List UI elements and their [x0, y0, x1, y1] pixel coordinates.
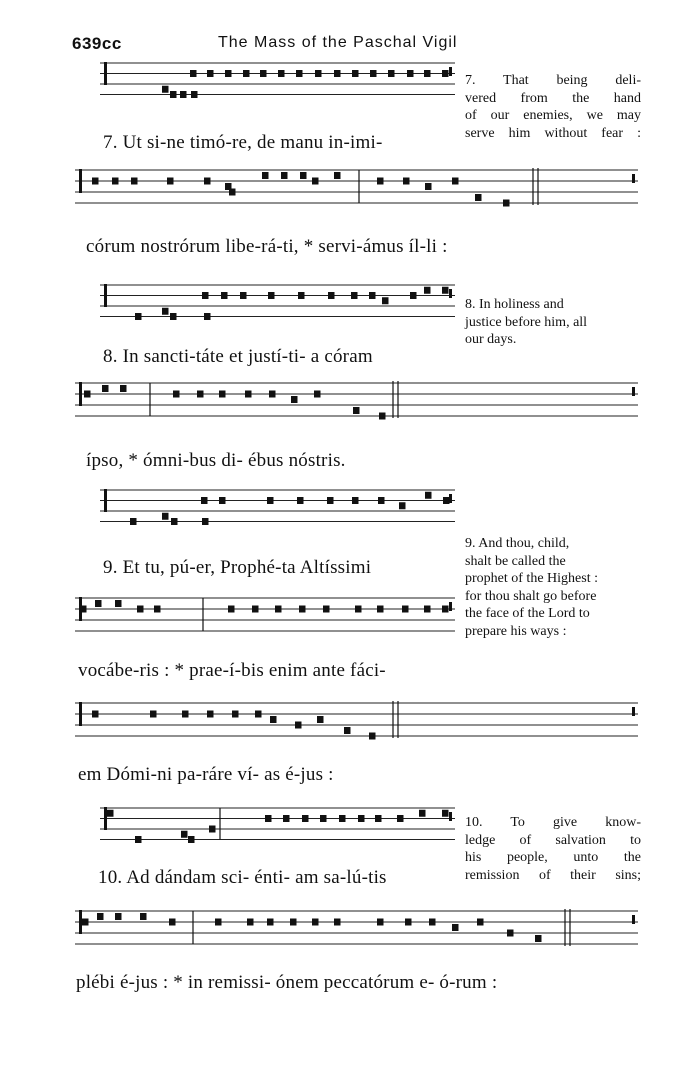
neume-note — [403, 178, 410, 185]
clef-mark — [79, 382, 82, 406]
neume-note — [358, 815, 365, 822]
neume-note — [296, 70, 303, 77]
custos-mark — [632, 174, 635, 183]
neume-note — [207, 70, 214, 77]
neume-note — [312, 178, 319, 185]
translation-line: vered from the hand — [465, 90, 641, 106]
neume-note — [95, 600, 102, 607]
neume-note — [298, 292, 305, 299]
neume-note — [334, 172, 341, 179]
clef-mark — [104, 807, 107, 830]
neume-note — [442, 606, 449, 613]
translation-line: shalt be called the — [465, 553, 566, 569]
neume-note — [269, 391, 276, 398]
neume-note — [221, 292, 228, 299]
neume-note — [410, 292, 417, 299]
neume-note — [405, 919, 412, 926]
neume-note — [477, 919, 484, 926]
neume-note — [197, 391, 204, 398]
neume-note — [232, 711, 239, 718]
neume-note — [388, 70, 395, 77]
neume-note — [162, 86, 169, 93]
neume-note — [424, 606, 431, 613]
translation-line: 10. To give know- — [465, 815, 641, 830]
neume-note — [302, 815, 309, 822]
neume-note — [291, 396, 298, 403]
neume-note — [399, 502, 406, 509]
neume-note — [171, 518, 178, 525]
neume-note — [355, 606, 362, 613]
neume-note — [275, 606, 282, 613]
custos-mark — [449, 289, 452, 298]
translation-line: his people, unto the — [465, 850, 641, 865]
neume-note — [419, 810, 426, 817]
clef-mark — [104, 62, 107, 85]
neume-note — [382, 297, 389, 304]
translation-line: the face of the Lord to — [465, 606, 590, 621]
neume-note — [154, 606, 161, 613]
neume-note — [247, 919, 254, 926]
neume-note — [262, 172, 269, 179]
neume-note — [377, 606, 384, 613]
clef-mark — [104, 489, 107, 512]
neume-note — [267, 919, 274, 926]
clef-mark — [79, 910, 82, 934]
neume-note — [281, 172, 288, 179]
neume-note — [225, 70, 232, 77]
neume-note — [167, 178, 174, 185]
neume-note — [150, 711, 157, 718]
neume-note — [295, 722, 302, 729]
neume-note — [252, 606, 259, 613]
page-number: 639cc — [72, 34, 122, 53]
neume-note — [442, 810, 449, 817]
verse-8-lyric-line-2: ípso, * ómni-bus di- ébus nóstris. — [86, 450, 346, 471]
verse-10-lyric-line-1: 10. Ad dándam sci- énti- am sa-lú-tis — [98, 867, 387, 888]
neume-note — [181, 831, 188, 838]
neume-note — [425, 183, 432, 190]
translation-line: prophet of the Highest : — [465, 571, 598, 586]
neume-note — [315, 70, 322, 77]
neume-note — [323, 606, 330, 613]
neume-note — [507, 930, 514, 937]
neume-note — [191, 91, 198, 98]
neume-note — [475, 194, 482, 201]
neume-note — [270, 716, 277, 723]
neume-note — [162, 308, 169, 315]
neume-note — [240, 292, 247, 299]
neume-note — [352, 70, 359, 77]
neume-note — [503, 200, 510, 207]
neume-note — [173, 391, 180, 398]
neume-note — [209, 826, 216, 833]
neume-note — [369, 733, 376, 740]
neume-note — [97, 913, 104, 920]
neume-note — [352, 497, 359, 504]
neume-note — [351, 292, 358, 299]
neume-note — [317, 716, 324, 723]
neume-note — [344, 727, 351, 734]
neume-note — [327, 497, 334, 504]
neume-note — [135, 313, 142, 320]
translation-line: ledge of salvation to — [465, 832, 641, 848]
verse-10-translation — [465, 814, 641, 884]
neume-note — [135, 836, 142, 843]
neume-note — [228, 606, 235, 613]
neume-note — [397, 815, 404, 822]
neume-note — [425, 492, 432, 499]
custos-mark — [632, 915, 635, 924]
verse-9-lyric-line-3: em Dómi-ni pa-ráre ví- as é-jus : — [78, 764, 334, 785]
neume-note — [369, 292, 376, 299]
translation-line: 9. And thou, child, — [465, 536, 570, 551]
translation-line: of our enemies, we may — [465, 108, 641, 123]
neume-note — [170, 91, 177, 98]
neume-note — [265, 815, 272, 822]
neume-note — [297, 497, 304, 504]
neume-note — [290, 919, 297, 926]
neume-note — [115, 600, 122, 607]
verse-9-translation — [465, 535, 641, 640]
neume-note — [201, 497, 208, 504]
neume-note — [131, 178, 138, 185]
neume-note — [170, 313, 177, 320]
neume-note — [169, 919, 176, 926]
verse-10-lyric-line-2: plébi é-jus : * in remissi- ónem peccatórum e- ó-rum : — [76, 972, 498, 993]
neume-note — [207, 711, 214, 718]
neume-note — [137, 606, 144, 613]
neume-note — [379, 413, 386, 420]
neume-note — [268, 292, 275, 299]
neume-note — [452, 178, 459, 185]
neume-note — [278, 70, 285, 77]
neume-note — [215, 919, 222, 926]
neume-note — [219, 497, 226, 504]
verse-7-lyric-line-2: córum nostrórum libe-rá-ti, * servi-ámus íl-li : — [86, 236, 448, 257]
custos-mark — [449, 812, 452, 821]
translation-line: 8. In holiness and — [465, 297, 564, 312]
neume-note — [334, 919, 341, 926]
neume-note — [115, 913, 122, 920]
neume-note — [182, 711, 189, 718]
neume-note — [190, 70, 197, 77]
neume-note — [130, 518, 137, 525]
neume-note — [378, 497, 385, 504]
neume-note — [267, 497, 274, 504]
neume-note — [442, 287, 449, 294]
neume-note — [188, 836, 195, 843]
neume-note — [243, 70, 250, 77]
neume-note — [370, 70, 377, 77]
neume-note — [283, 815, 290, 822]
neume-note — [334, 70, 341, 77]
neume-note — [407, 70, 414, 77]
neume-note — [229, 189, 236, 196]
neume-note — [314, 391, 321, 398]
neume-note — [299, 606, 306, 613]
neume-note — [424, 287, 431, 294]
custos-mark — [449, 494, 452, 503]
neume-note — [328, 292, 335, 299]
neume-note — [202, 518, 209, 525]
neume-note — [102, 385, 109, 392]
verse-7-translation — [465, 72, 641, 142]
neume-note — [107, 810, 114, 817]
running-title: The Mass of the Paschal Vigil — [218, 34, 458, 51]
neume-note — [312, 919, 319, 926]
clef-mark — [104, 284, 107, 307]
neume-note — [402, 606, 409, 613]
verse-8-translation — [465, 296, 641, 349]
translation-line: our days. — [465, 332, 517, 347]
translation-line: justice before him, all — [465, 314, 588, 330]
neume-note — [443, 497, 450, 504]
translation-line: serve him without fear : — [465, 125, 641, 141]
neume-note — [429, 919, 436, 926]
neume-note — [92, 178, 99, 185]
neume-note — [219, 391, 226, 398]
verse-9-lyric-line-2: vocábe-ris : * prae-í-bis enim ante fáci- — [78, 660, 386, 681]
custos-mark — [632, 387, 635, 396]
neume-note — [92, 711, 99, 718]
clef-mark — [79, 169, 82, 193]
translation-line: remission of their sins; — [465, 867, 641, 883]
neume-note — [180, 91, 187, 98]
neume-note — [204, 313, 211, 320]
custos-mark — [449, 602, 452, 611]
neume-note — [202, 292, 209, 299]
custos-mark — [632, 707, 635, 716]
translation-line: prepare his ways : — [465, 623, 567, 639]
neume-note — [120, 385, 127, 392]
verse-8-lyric-line-1: 8. In sancti-táte et justí-ti- a córam — [103, 346, 373, 367]
custos-mark — [449, 67, 452, 76]
neume-note — [112, 178, 119, 185]
verse-7-lyric-line-1: 7. Ut si-ne timó-re, de manu in-imi- — [103, 132, 383, 153]
translation-line: for thou shalt go before — [465, 588, 597, 604]
neume-note — [375, 815, 382, 822]
neume-note — [162, 513, 169, 520]
neume-note — [377, 178, 384, 185]
neume-note — [452, 924, 459, 931]
neume-note — [204, 178, 211, 185]
verse-9-lyric-line-1: 9. Et tu, pú-er, Prophé-ta Altíssimi — [103, 557, 372, 578]
neume-note — [535, 935, 542, 942]
neume-note — [84, 391, 91, 398]
neume-note — [245, 391, 252, 398]
neume-note — [80, 606, 87, 613]
neume-note — [260, 70, 267, 77]
neume-note — [424, 70, 431, 77]
neume-note — [320, 815, 327, 822]
clef-mark — [79, 702, 82, 726]
neume-note — [255, 711, 262, 718]
neume-note — [82, 919, 89, 926]
neume-note — [377, 919, 384, 926]
neume-note — [140, 913, 147, 920]
neume-note — [353, 407, 360, 414]
neume-note — [300, 172, 307, 179]
neume-note — [339, 815, 346, 822]
translation-line: 7. That being deli- — [465, 73, 641, 88]
neume-note — [442, 70, 449, 77]
